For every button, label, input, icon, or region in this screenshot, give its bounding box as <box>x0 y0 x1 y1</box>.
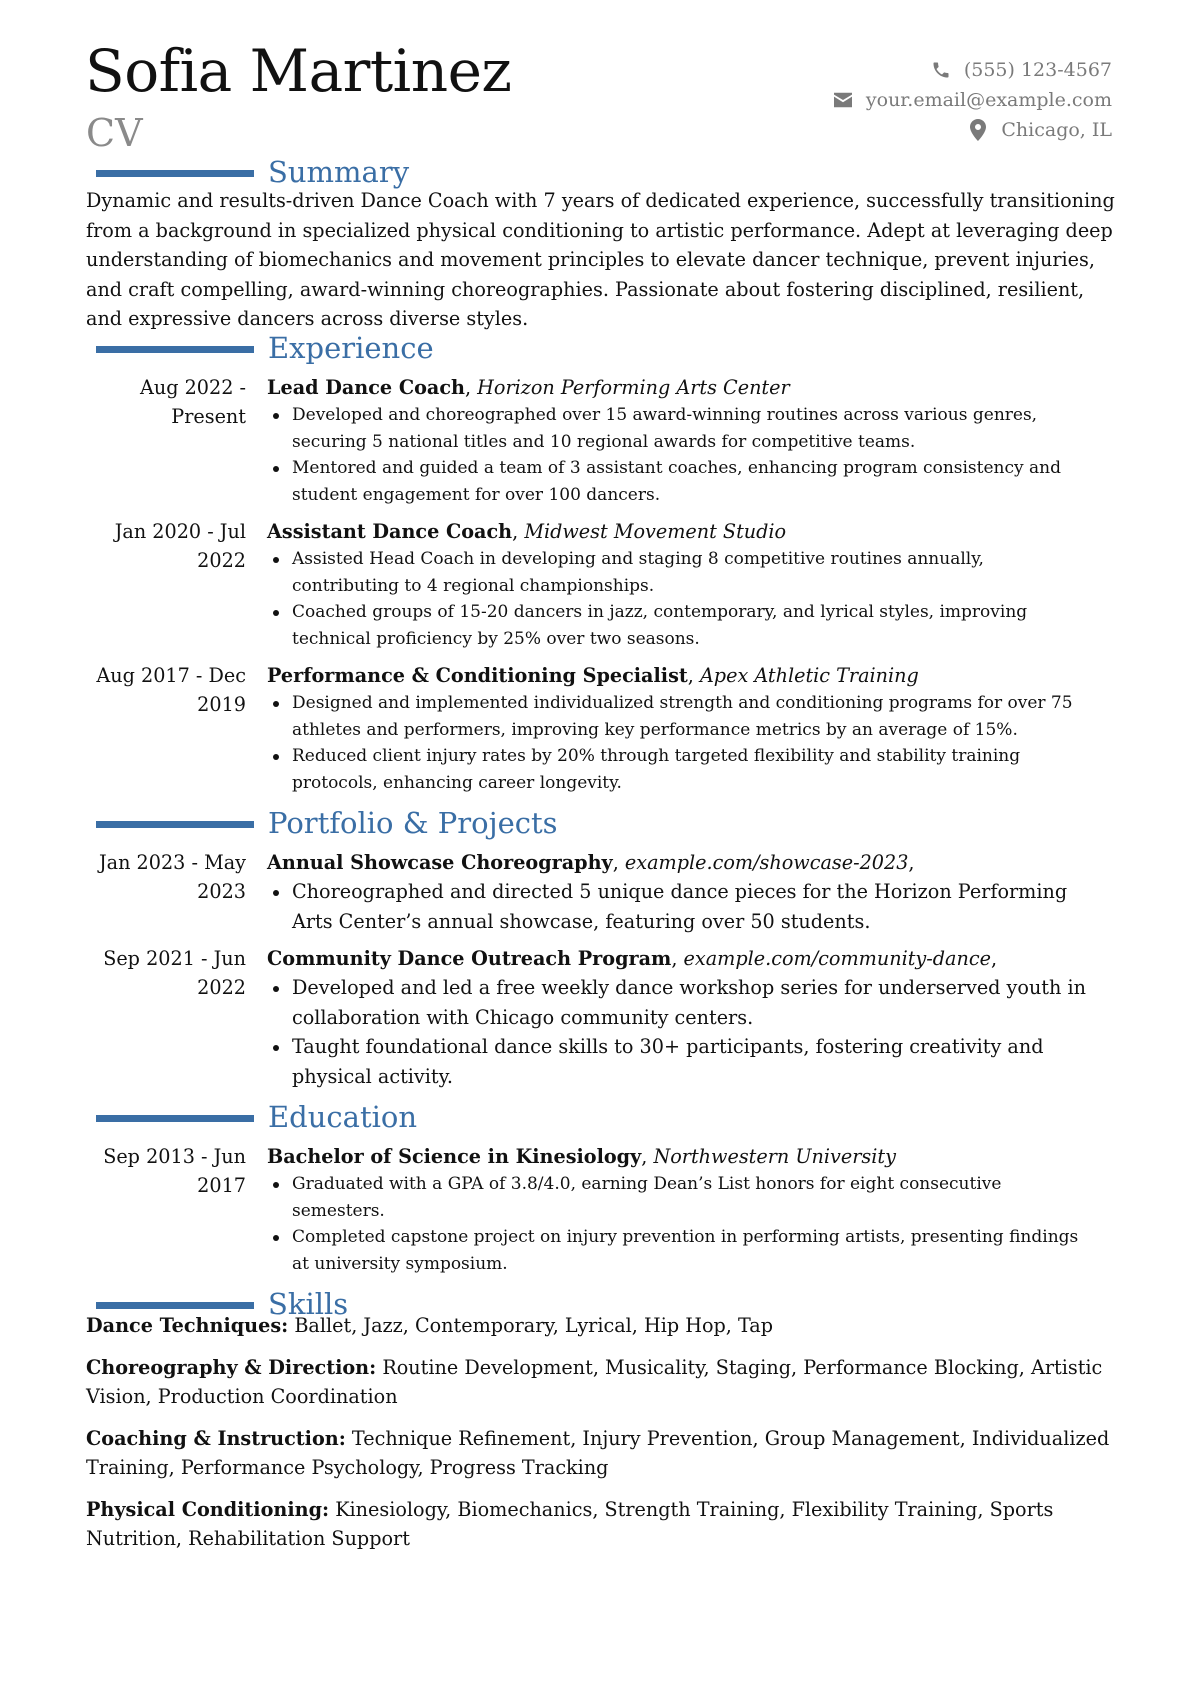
skill-row <box>86 1424 1116 1483</box>
phone-text[interactable]: (555) 123-4567 <box>963 59 1112 81</box>
entry-title: Community Dance Outreach Program <box>267 947 672 970</box>
entry-bullets <box>267 877 1093 936</box>
entry-body <box>267 373 1093 508</box>
skill-value: Routine Development, Musicality, Staging, Performance Blocking, Artistic Vision, Production Coordination <box>86 1355 1103 1408</box>
entry-title: Lead Dance Coach <box>267 376 465 399</box>
section-label: Skills <box>268 1286 349 1321</box>
entry-title-line: Lead Dance Coach, Horizon Performing Arts Center <box>267 376 790 399</box>
entry-date: Aug 2022 - Present <box>139 376 246 428</box>
entry-body <box>267 848 1093 936</box>
skill-row <box>86 1311 1116 1341</box>
bullet-item: Developed and led a free weekly dance workshop series for underserved youth in collaboration with Chicago community centers. <box>267 973 1093 1032</box>
contact-block <box>692 55 1112 145</box>
bullet-item: Reduced client injury rates by 20% through targeted flexibility and stability training protocols, enhancing career longevity. <box>267 743 1093 796</box>
section-label: Experience <box>268 330 434 365</box>
location-text: Chicago, IL <box>1001 119 1112 141</box>
section-label: Portfolio & Projects <box>268 805 558 840</box>
contact-phone <box>692 55 1112 85</box>
skill-row <box>86 1495 1116 1554</box>
entry-body <box>267 944 1093 1091</box>
bullet-item: Coached groups of 15-20 dancers in jazz, contemporary, and lyrical styles, improving technical proficiency by 25% over two seasons. <box>267 599 1093 652</box>
project-link[interactable]: example.com/showcase-2023 <box>624 851 909 874</box>
contact-email <box>692 85 1112 115</box>
map-pin-icon <box>967 119 989 141</box>
entry-org: Midwest Movement Studio <box>524 520 787 543</box>
entry-org: Northwestern University <box>653 1145 896 1168</box>
entry-date: Jan 2023 - May 2023 <box>98 851 246 903</box>
entry-title-line: Community Dance Outreach Program, example.com/community-dance, <box>267 947 998 970</box>
section-portfolio-heading <box>96 806 558 840</box>
section-experience-heading <box>96 331 434 365</box>
entry-bullets <box>267 973 1093 1091</box>
entry-title-line: Assistant Dance Coach, Midwest Movement Studio <box>267 520 787 543</box>
entry-title-line: Bachelor of Science in Kinesiology, Northwestern University <box>267 1145 896 1168</box>
entry-title: Bachelor of Science in Kinesiology <box>267 1145 642 1168</box>
entry-bullets <box>267 402 1093 508</box>
entry-body <box>267 661 1093 796</box>
entry-bullets <box>267 546 1093 652</box>
email-text[interactable]: your.email@example.com <box>865 89 1112 111</box>
entry-date: Sep 2013 - Jun 2017 <box>103 1145 246 1197</box>
entry-title: Annual Showcase Choreography <box>267 851 613 874</box>
contact-location <box>692 115 1112 145</box>
section-rule <box>96 170 254 177</box>
entry-body <box>267 1142 1093 1277</box>
entry-body <box>267 517 1093 652</box>
skill-value: Technique Refinement, Injury Prevention, Group Management, Individualized Training, Performance Psychology, Progress Tracking <box>86 1426 1110 1479</box>
section-label: Education <box>268 1099 418 1134</box>
section-rule <box>96 821 254 828</box>
skill-label: Dance Techniques: <box>86 1314 289 1337</box>
skills-list <box>86 1311 1116 1566</box>
entry-title-line: Annual Showcase Choreography, example.com/showcase-2023, <box>267 851 915 874</box>
section-education-heading <box>96 1100 417 1134</box>
phone-icon <box>930 59 952 81</box>
skill-row <box>86 1353 1116 1412</box>
bullet-item: Designed and implemented individualized strength and conditioning programs for over 75 athletes and performers, improving key performance metrics by an average of 15%. <box>267 690 1093 743</box>
document-subtitle: CV <box>86 111 143 155</box>
bullet-item: Graduated with a GPA of 3.8/4.0, earning Dean’s List honors for eight consecutive semesters. <box>267 1171 1093 1224</box>
bullet-item: Completed capstone project on injury prevention in performing artists, presenting findings at university symposium. <box>267 1224 1093 1277</box>
candidate-name: Sofia Martinez <box>85 37 512 105</box>
project-link[interactable]: example.com/community-dance <box>683 947 991 970</box>
bullet-item: Choreographed and directed 5 unique dance pieces for the Horizon Performing Arts Center’s annual showcase, featuring over 50 students. <box>267 877 1093 936</box>
entry-title-line: Performance & Conditioning Specialist, Apex Athletic Training <box>267 664 919 687</box>
skill-label: Coaching & Instruction: <box>86 1426 346 1450</box>
entry-title: Assistant Dance Coach <box>267 520 513 543</box>
entry-org: Apex Athletic Training <box>699 664 919 687</box>
bullet-item: Taught foundational dance skills to 30+ participants, fostering creativity and physical activity. <box>267 1032 1093 1091</box>
entry-org: Horizon Performing Arts Center <box>477 376 790 399</box>
skill-value: Ballet, Jazz, Contemporary, Lyrical, Hip Hop, Tap <box>294 1314 774 1337</box>
section-label: Summary <box>268 154 410 189</box>
bullet-item: Developed and choreographed over 15 award-winning routines across various genres, securing 5 national titles and 10 regional awards for competitive teams. <box>267 402 1093 455</box>
bullet-item: Assisted Head Coach in developing and staging 8 competitive routines annually, contributing to 4 regional championships. <box>267 546 1093 599</box>
summary-paragraph: Dynamic and results-driven Dance Coach with 7 years of dedicated experience, successfully transitioning from a background in specialized physical conditioning to artistic performance. Adept at leveraging deep understanding of biomechanics and movement principles to elevate dancer technique, prevent injuries, and craft compelling, award-winning choreographies. Passionate about fostering disciplined, resilient, and expressive dancers across diverse styles. <box>86 189 1115 330</box>
entry-date: Jan 2020 - Jul 2022 <box>114 520 246 572</box>
envelope-icon <box>832 89 854 111</box>
section-rule <box>96 1302 254 1309</box>
skill-value: Kinesiology, Biomechanics, Strength Training, Flexibility Training, Sports Nutrition, Rehabilitation Support <box>86 1497 1054 1550</box>
entry-bullets <box>267 690 1093 796</box>
section-summary-heading <box>96 155 409 189</box>
entry-date: Aug 2017 - Dec 2019 <box>96 664 246 716</box>
entry-bullets <box>267 1171 1093 1277</box>
entry-date: Sep 2021 - Jun 2022 <box>103 947 246 999</box>
entry-title: Performance & Conditioning Specialist <box>267 664 688 687</box>
bullet-item: Mentored and guided a team of 3 assistant coaches, enhancing program consistency and student engagement for over 100 dancers. <box>267 455 1093 508</box>
skill-label: Physical Conditioning: <box>86 1497 330 1521</box>
section-rule <box>96 1115 254 1122</box>
section-rule <box>96 346 254 353</box>
skill-label: Choreography & Direction: <box>86 1355 377 1379</box>
